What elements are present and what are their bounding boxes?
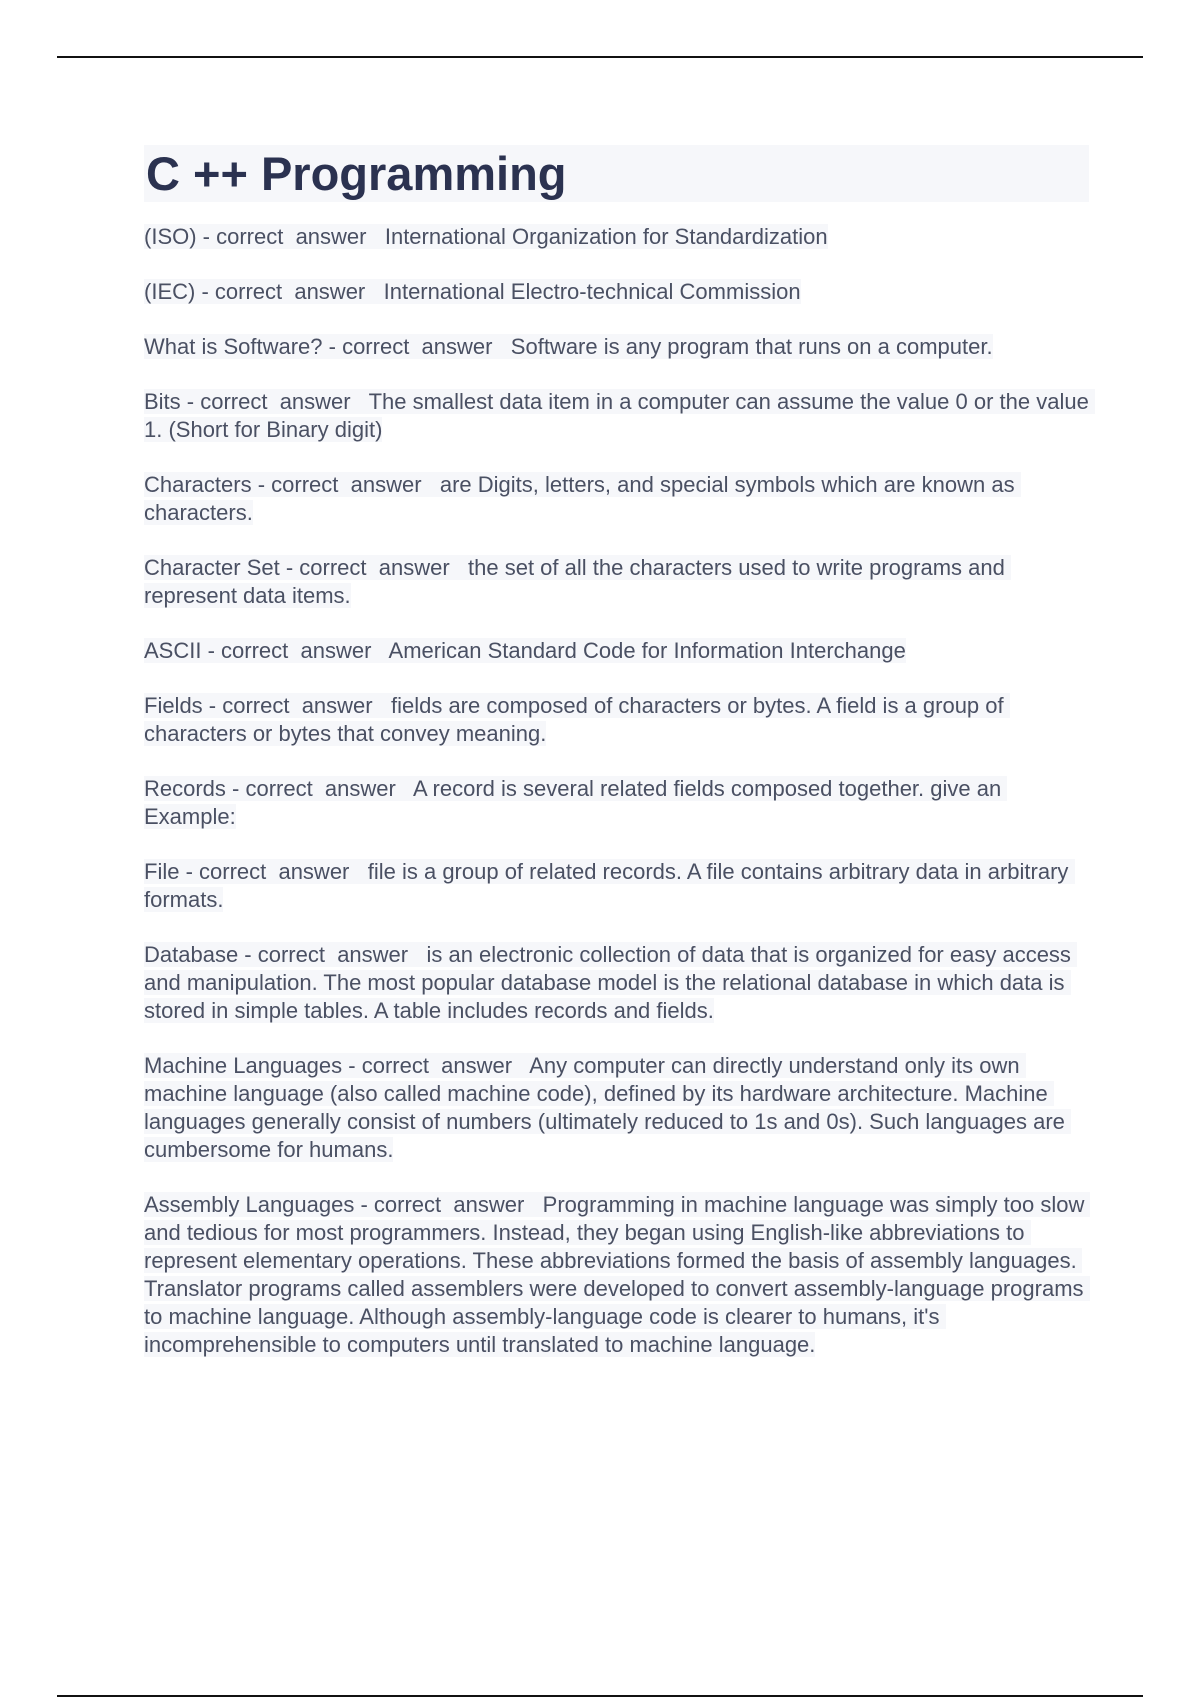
qa-answer: Any computer can directly understand only its own machine language (also called machine code), defined by its hardware architecture. Machine languages generally consist of numbers (ultimately reduced to 1s and 0s). Such languages are cumbersome for humans.	[144, 1053, 1071, 1162]
qa-entry	[144, 333, 1089, 361]
qa-text	[144, 279, 801, 304]
qa-answer: Software is any program that runs on a computer.	[510, 334, 993, 359]
qa-term: Database	[144, 942, 239, 967]
qa-list	[144, 223, 1095, 1359]
qa-answer: are Digits, letters, and special symbols which are known as characters.	[144, 472, 1021, 525]
qa-answer: International Organization for Standardization	[384, 224, 828, 249]
qa-entry	[144, 637, 1089, 665]
qa-term: Fields	[144, 693, 203, 718]
qa-entry	[144, 941, 1089, 1025]
qa-term: Character Set	[144, 555, 280, 580]
qa-term: File	[144, 859, 180, 884]
qa-answer: Programming in machine language was simply too slow and tedious for most programmers. Instead, they began using English-like abbreviations to represent elementary operations. These abbreviations formed the basis of assembly languages. Translator programs called assemblers were developed to convert assembly-language programs to machine language. Although assembly-language code is clearer to humans, it's incomprehensible to computers until translated to machine language.	[144, 1192, 1091, 1357]
qa-separator: - correct answer	[202, 693, 391, 718]
qa-text	[144, 1192, 1090, 1357]
qa-separator: - correct answer	[179, 859, 368, 884]
qa-separator: - correct answer	[342, 1053, 530, 1078]
qa-term: Characters	[144, 472, 252, 497]
qa-term: (ISO)	[144, 224, 197, 249]
document-body	[144, 145, 1095, 1386]
qa-answer: International Electro-technical Commission	[383, 279, 801, 304]
qa-entry	[144, 1052, 1089, 1164]
qa-separator: - correct answer	[225, 776, 413, 801]
qa-entry	[144, 1191, 1089, 1359]
qa-text	[144, 859, 1075, 912]
qa-term: (IEC)	[144, 279, 196, 304]
qa-answer: A record is several related fields composed together. give an Example:	[144, 776, 1008, 829]
qa-entry	[144, 471, 1089, 527]
qa-answer: the set of all the characters used to write programs and represent data items.	[144, 555, 1011, 608]
qa-entry	[144, 278, 1089, 306]
qa-answer: file is a group of related records. A file contains arbitrary data in arbitrary formats.	[144, 859, 1075, 912]
qa-separator: - correct answer	[196, 224, 385, 249]
page-title: C ++ Programming	[144, 145, 1089, 202]
qa-entry	[144, 388, 1095, 444]
qa-answer: is an electronic collection of data that is organized for easy access and manipulation. The most popular database model is the relational database in which data is stored in simple tables. A table includes records and fields.	[144, 942, 1078, 1023]
qa-entry	[144, 858, 1089, 914]
qa-separator: - correct answer	[322, 334, 511, 359]
qa-separator: - correct answer	[201, 638, 389, 663]
qa-term: ASCII	[144, 638, 202, 663]
qa-term: What is Software?	[144, 334, 323, 359]
qa-term: Records	[144, 776, 226, 801]
qa-entry	[144, 554, 1089, 610]
qa-text	[144, 776, 1007, 829]
header-rule	[57, 56, 1143, 58]
qa-entry	[144, 223, 1089, 251]
qa-term: Machine Languages	[144, 1053, 343, 1078]
qa-separator: - correct answer	[279, 555, 469, 580]
qa-text	[144, 389, 1095, 442]
qa-separator: - correct answer	[180, 389, 369, 414]
qa-text	[144, 224, 828, 249]
qa-text	[144, 638, 906, 663]
qa-answer: fields are composed of characters or bytes. A field is a group of characters or bytes that convey meaning.	[144, 693, 1010, 746]
qa-text	[144, 693, 1010, 746]
qa-text	[144, 1053, 1071, 1162]
qa-term: Bits	[144, 389, 181, 414]
qa-answer: American Standard Code for Information Interchange	[388, 638, 906, 663]
qa-separator: - correct answer	[251, 472, 440, 497]
qa-separator: - correct answer	[195, 279, 384, 304]
qa-term: Assembly Languages	[144, 1192, 355, 1217]
qa-text	[144, 472, 1021, 525]
qa-text	[144, 942, 1077, 1023]
qa-entry	[144, 775, 1089, 831]
qa-text	[144, 555, 1011, 608]
qa-separator: - correct answer	[238, 942, 427, 967]
qa-answer: The smallest data item in a computer can assume the value 0 or the value 1. (Short for Binary digit)	[144, 389, 1095, 442]
qa-text	[144, 334, 993, 359]
qa-entry	[144, 692, 1089, 748]
footer-rule	[57, 1695, 1143, 1697]
qa-separator: - correct answer	[354, 1192, 543, 1217]
